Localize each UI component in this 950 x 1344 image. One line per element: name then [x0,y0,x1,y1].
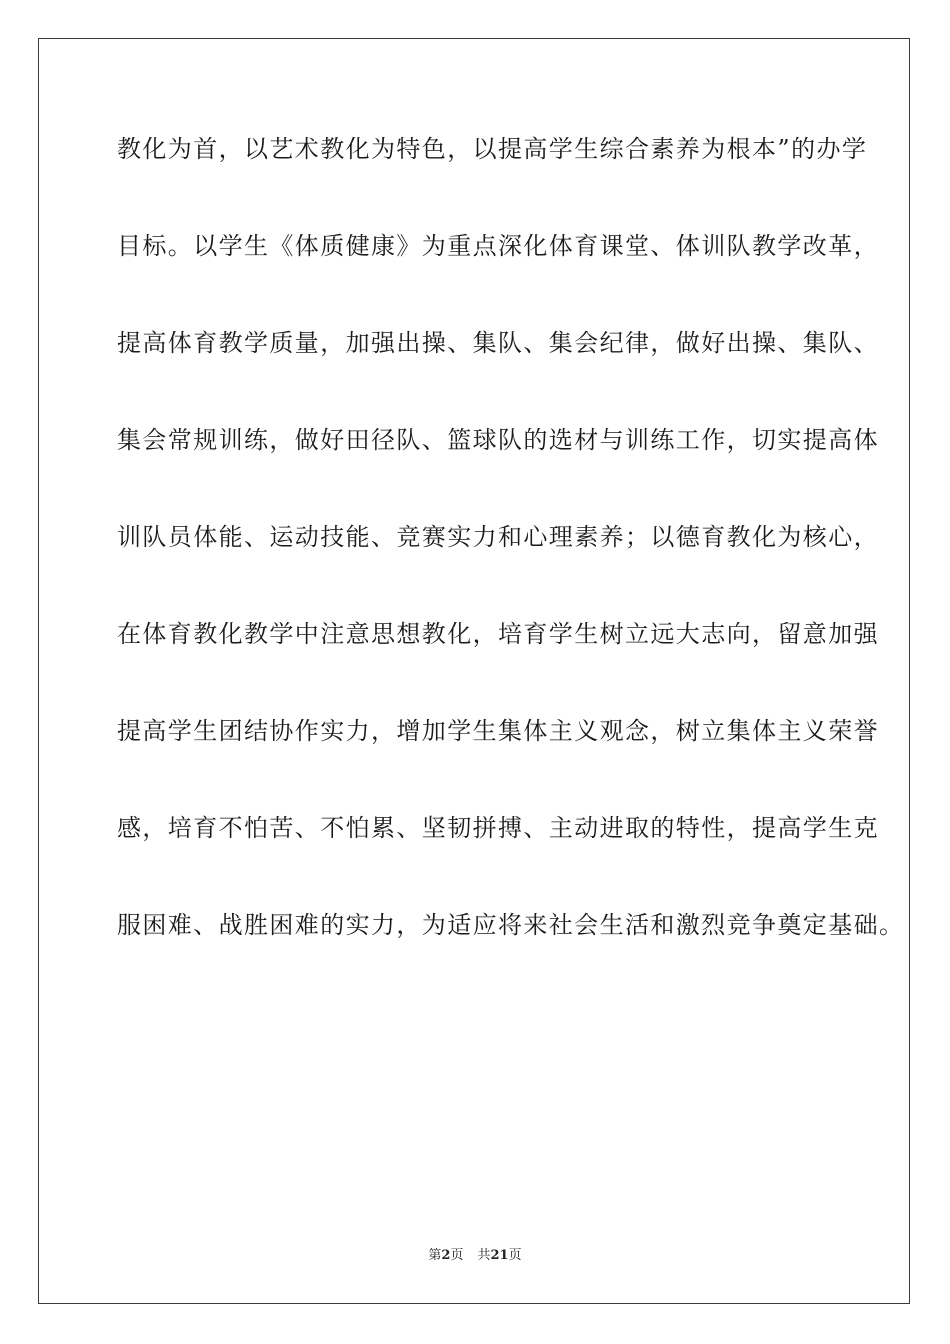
total-label-prefix: 共 [477,1248,491,1263]
page-label-suffix: 页 [450,1248,464,1263]
page-footer [0,1247,950,1265]
text-line: 服困难、战胜困难的实力，为适应将来社会生活和激烈竞争奠定基础。 [117,911,905,939]
total-pages: 21 [490,1248,509,1263]
text-line: 教化为首，以艺术教化为特色，以提高学生综合素养为根本”的办学 [117,135,868,163]
page-number: 2 [441,1248,451,1263]
text-line: 感，培育不怕苦、不怕累、坚韧拼搏、主动进取的特性，提高学生克 [117,814,879,842]
text-line: 训队员体能、运动技能、竞赛实力和心理素养；以德育教化为核心， [117,523,879,551]
text-line: 在体育教化教学中注意思想教化，培育学生树立远大志向，留意加强 [117,620,879,648]
text-line: 集会常规训练，做好田径队、篮球队的选材与训练工作，切实提高体 [117,426,879,454]
text-line: 提高体育教学质量，加强出操、集队、集会纪律，做好出操、集队、 [117,329,879,357]
text-line: 目标。以学生《体质健康》为重点深化体育课堂、体训队教学改革， [117,232,879,260]
text-line: 提高学生团结协作实力，增加学生集体主义观念，树立集体主义荣誉 [117,717,879,745]
total-label-suffix: 页 [508,1248,522,1263]
page-label-prefix: 第 [428,1248,442,1263]
page-frame [38,38,910,1304]
